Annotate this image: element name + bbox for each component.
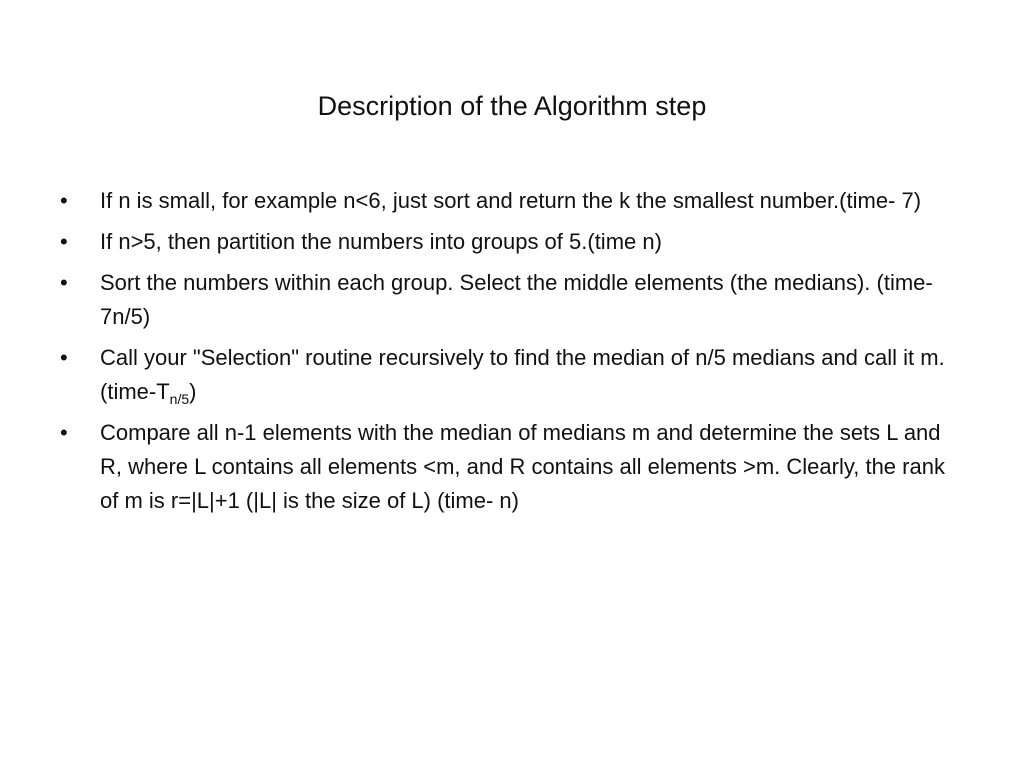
bullet-list [60, 184, 960, 525]
bullet-text: If n>5, then partition the numbers into groups of 5.(time n) [100, 229, 662, 254]
bullet-text [100, 345, 945, 407]
bullet-text: Compare all n-1 elements with the median of medians m and determine the sets L and R, where L contains all elements <m, and R contains all elements >m. Clearly, the rank of m is r=|L|+1 (|L| is the size of L) (time- n) [100, 420, 945, 513]
bullet-text-end: ) [189, 379, 197, 404]
bullet-marker: • [60, 420, 68, 445]
subscript-n-over-5: n/5 [169, 391, 190, 407]
bullet-marker: • [60, 229, 68, 254]
bullet-marker: • [60, 345, 68, 370]
bullet-marker: • [60, 270, 68, 295]
bullet-item-compare-elements [60, 416, 960, 518]
bullet-item-partition [60, 225, 960, 259]
bullet-item-small-n [60, 184, 960, 218]
bullet-item-sort-groups [60, 266, 960, 334]
slide-title: Description of the Algorithm step [317, 91, 707, 121]
bullet-text: If n is small, for example n<6, just sort and return the k the smallest number.(time- 7) [100, 188, 922, 213]
bullet-text: Sort the numbers within each group. Select the middle elements (the medians). (time- 7n/5) [100, 270, 933, 329]
bullet-marker: • [60, 188, 68, 213]
bullet-item-recursive-selection [60, 341, 960, 409]
bullet-text-main: Call your "Selection" routine recursively to find the median of n/5 medians and call it m. (time-T [100, 345, 945, 404]
